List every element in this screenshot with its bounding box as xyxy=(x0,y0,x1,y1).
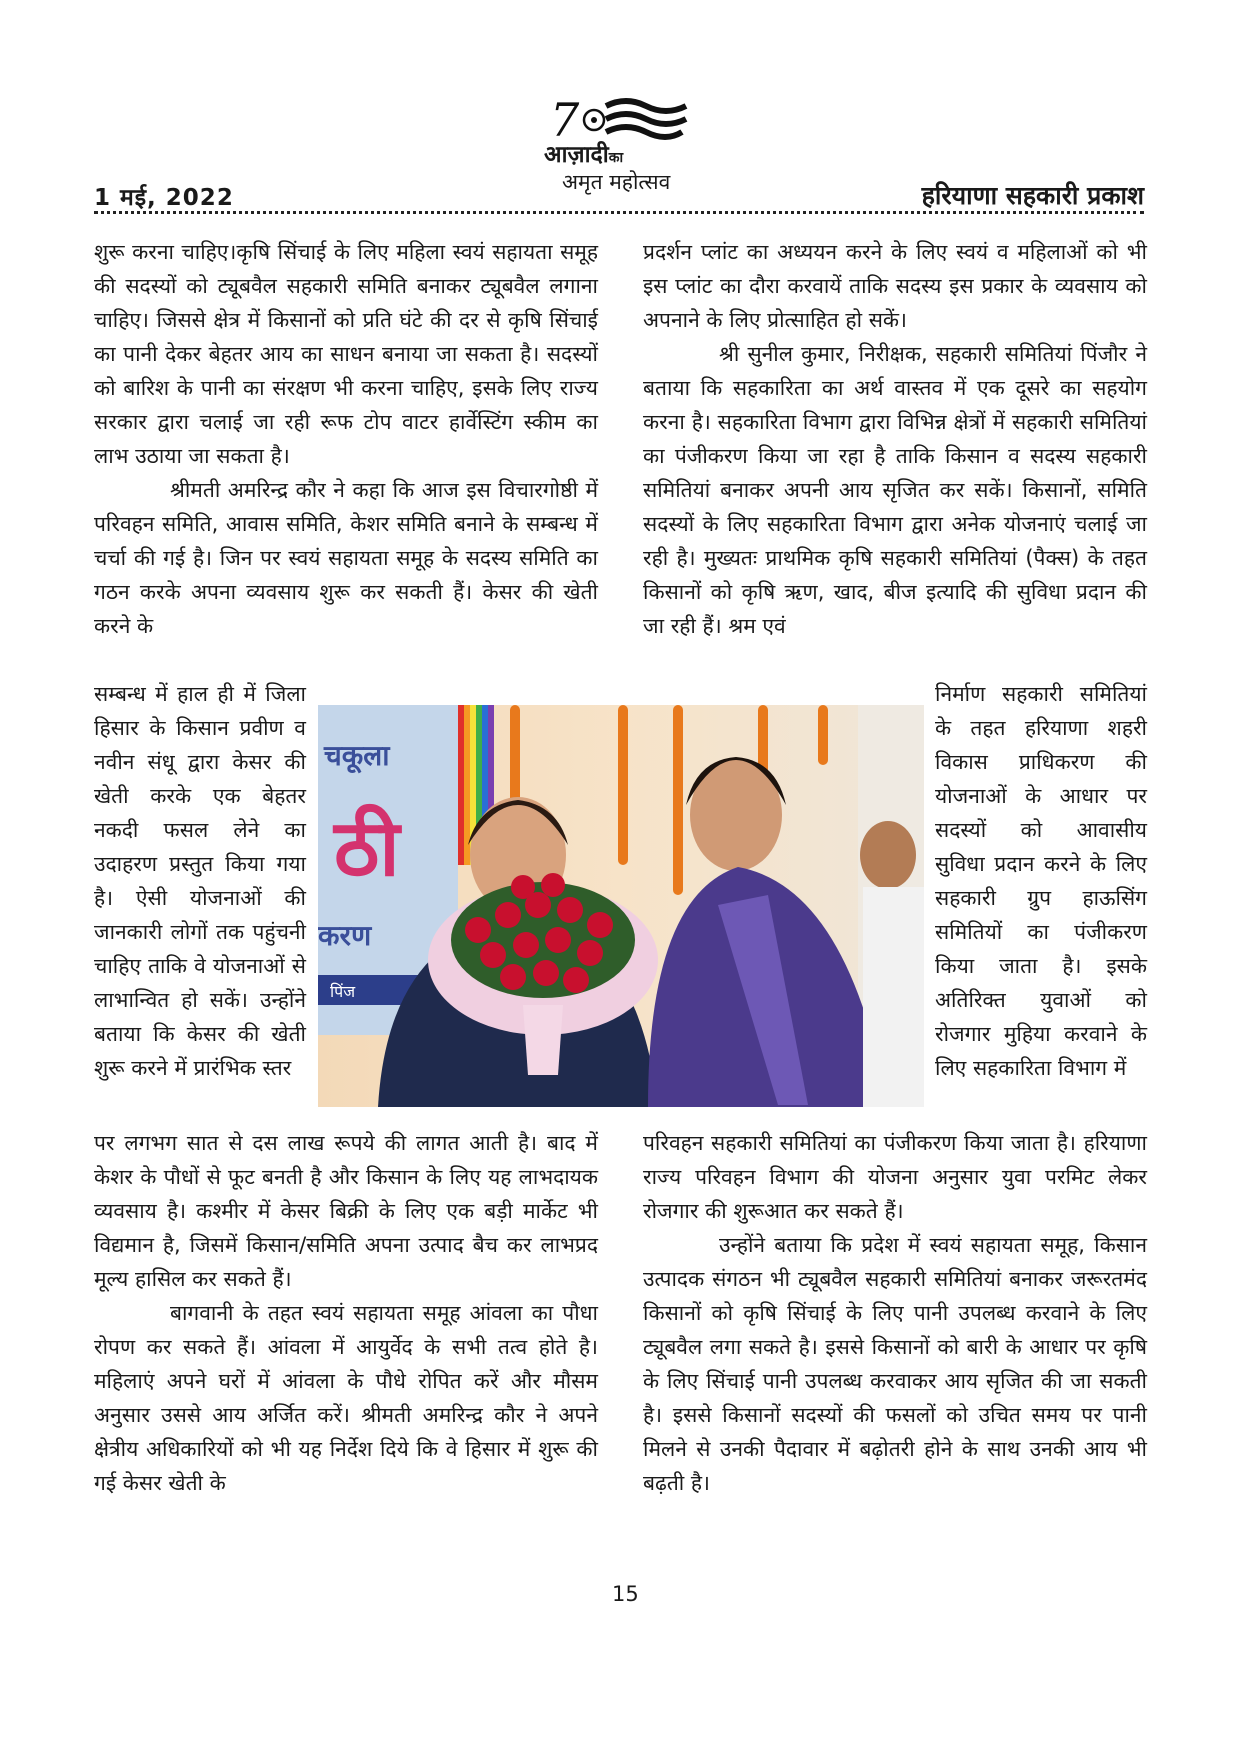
photo-bouquet-presentation xyxy=(318,705,924,1107)
paragraph: प्रदर्शन प्लांट का अध्ययन करने के लिए स्वयं व महिलाओं को भी इस प्लांट का दौरा करवायें ताकि सदस्य इस प्रकार के व्यवसाय को अपनाने के लिए प्रोत्साहित हो सकें। xyxy=(643,240,1147,332)
right-column-bottom xyxy=(643,1126,1147,1500)
paragraph: शुरू करना चाहिए।कृषि सिंचाई के लिए महिला स्वयं सहायता समूह की सदस्यों को ट्यूबवैल सहकारी समिति बनाकर ट्यूबवैल लगाना चाहिए। जिससे क्षेत्र में किसानों को प्रति घंटे की दर से कृषि सिंचाई का पानी देकर बेहतर आय का साधन बनाया जा सकता है। सदस्यों को बारिश के पानी का संरक्षण भी करना चाहिए, इसके लिए राज्य सरकार द्वारा चलाई जा रही रूफ टोप वाटर हार्वेस्टिंग स्कीम का लाभ उठाया जा सकता है। xyxy=(94,240,598,468)
paragraph: उन्होंने बताया कि प्रदेश में स्वयं सहायता समूह, किसान उत्पादक संगठन भी ट्यूबवैल सहकारी समितियां बनाकर जरूरतमंद किसानों को कृषि सिंचाई के लिए पानी उपलब्ध करवाने के लिए ट्यूबवैल लगा सकते है। इससे किसानों को बारी के आधार पर कृषि के लिए सिंचाई पानी उपलब्ध करवाकर आय सृजित की जा सकती है। इससे किसानों सदस्यों की फसलों को उचित समय पर पानी मिलने से उनकी पैदावार में बढ़ोतरी होने के साथ उनकी आय भी बढ़ती है। xyxy=(643,1233,1147,1495)
right-column-beside-photo xyxy=(935,677,1147,1085)
logo-amrit-mahotsav-text: अमृत महोत्सव xyxy=(562,170,671,194)
svg-text:7: 7 xyxy=(550,93,580,144)
publication-title: हरियाणा सहकारी प्रकाश xyxy=(921,181,1144,210)
right-column-top xyxy=(643,235,1147,643)
banner-text: करण xyxy=(318,919,372,952)
paragraph: पर लगभग सात से दस लाख रूपये की लागत आती है। बाद में केशर के पौधों से फूट बनती है और किसान के लिए यह लाभदायक व्यवसाय है। कश्मीर में केसर बिक्री के लिए एक बड़ी मार्केट भी विद्यमान है, जिसमें किसान/समिति अपना उत्पाद बैच कर लाभप्रद मूल्य हासिल कर सकते हैं। xyxy=(94,1131,598,1291)
banner-text: पिंज xyxy=(330,982,356,1001)
event-photo xyxy=(318,705,924,1107)
paragraph: बागवानी के तहत स्वयं सहायता समूह आंवला का पौधा रोपण कर सकते हैं। आंवला में आयुर्वेद के सभी तत्व होते है। महिलाएं अपने घरों में आंवला के पौधे रोपित करें और मौसम अनुसार उससे आय अर्जित करें। श्रीमती अमरिन्द्र कौर ने अपने क्षेत्रीय अधिकारियों को भी यह निर्देश दिये कि वे हिसार में शुरू की गई केसर खेती के xyxy=(94,1301,598,1495)
left-column-top xyxy=(94,235,598,643)
header-divider xyxy=(94,211,1144,214)
paragraph: सम्बन्ध में हाल ही में जिला हिसार के किसान प्रवीण व नवीन संधू द्वारा केसर की खेती करके एक बेहतर नकदी फसल लेने का उदाहरण प्रस्तुत किया गया है। ऐसी योजनाओं की जानकारी लोगों तक पहुंचनी चाहिए ताकि वे योजनाओं से लाभान्वित हो सकें। उन्होंने बताया कि केसर की खेती शुरू करने में प्रारंभिक स्तर xyxy=(94,682,306,1080)
logo-azadi-text: आज़ादीका xyxy=(544,142,624,168)
banner-text: ठी xyxy=(334,804,400,894)
page-number: 15 xyxy=(612,1582,639,1606)
left-column-bottom xyxy=(94,1126,598,1500)
paragraph: निर्माण सहकारी समितियां के तहत हरियाणा शहरी विकास प्राधिकरण की योजनाओं के आधार पर सदस्यों को आवासीय सुविधा प्रदान करने के लिए सहकारी ग्रुप हाऊसिंग समितियों का पंजीकरण किया जाता है। इसके अतिरिक्त युवाओं को रोजगार मुहिया करवाने के लिए सहकारिता विभाग में xyxy=(935,682,1147,1080)
paragraph: श्री सुनील कुमार, निरीक्षक, सहकारी समितियां पिंजौर ने बताया कि सहकारिता का अर्थ वास्तव में एक दूसरे का सहयोग करना है। सहकारिता विभाग द्वारा विभिन्न क्षेत्रों में सहकारी समितियां का पंजीकरण किया जा रहा है ताकि किसान व सदस्य सहकारी समितियां बनाकर अपनी आय सृजित कर सकें। किसानों, समिति सदस्यों के लिए सहकारिता विभाग द्वारा अनेक योजनाएं चलाई जा रही है। मुख्यतः प्राथमिक कृषि सहकारी समितियां (पैक्स) के तहत किसानों को कृषि ऋण, खाद, बीज इत्यादि की सुविधा प्रदान की जा रही हैं। श्रम एवं xyxy=(643,342,1147,638)
issue-date: 1 मई, 2022 xyxy=(94,185,234,211)
paragraph: श्रीमती अमरिन्द्र कौर ने कहा कि आज इस विचारगोष्ठी में परिवहन समिति, आवास समिति, केशर समिति बनाने के सम्बन्ध में चर्चा की गई है। जिन पर स्वयं सहायता समूह के सदस्य समिति का गठन करके अपना व्यवसाय शुरू कर सकती हैं। केसर की खेती करने के xyxy=(94,478,598,638)
left-column-beside-photo xyxy=(94,677,306,1085)
azadi-ka-amrit-mahotsav-logo xyxy=(520,92,720,202)
seventy-five-flag-icon xyxy=(550,92,690,144)
paragraph: परिवहन सहकारी समितियां का पंजीकरण किया जाता है। हरियाणा राज्य परिवहन विभाग की योजना अनुसार युवा परमिट लेकर रोजगार की शुरूआत कर सकते हैं। xyxy=(643,1131,1147,1223)
banner-text: चकूला xyxy=(324,739,390,772)
